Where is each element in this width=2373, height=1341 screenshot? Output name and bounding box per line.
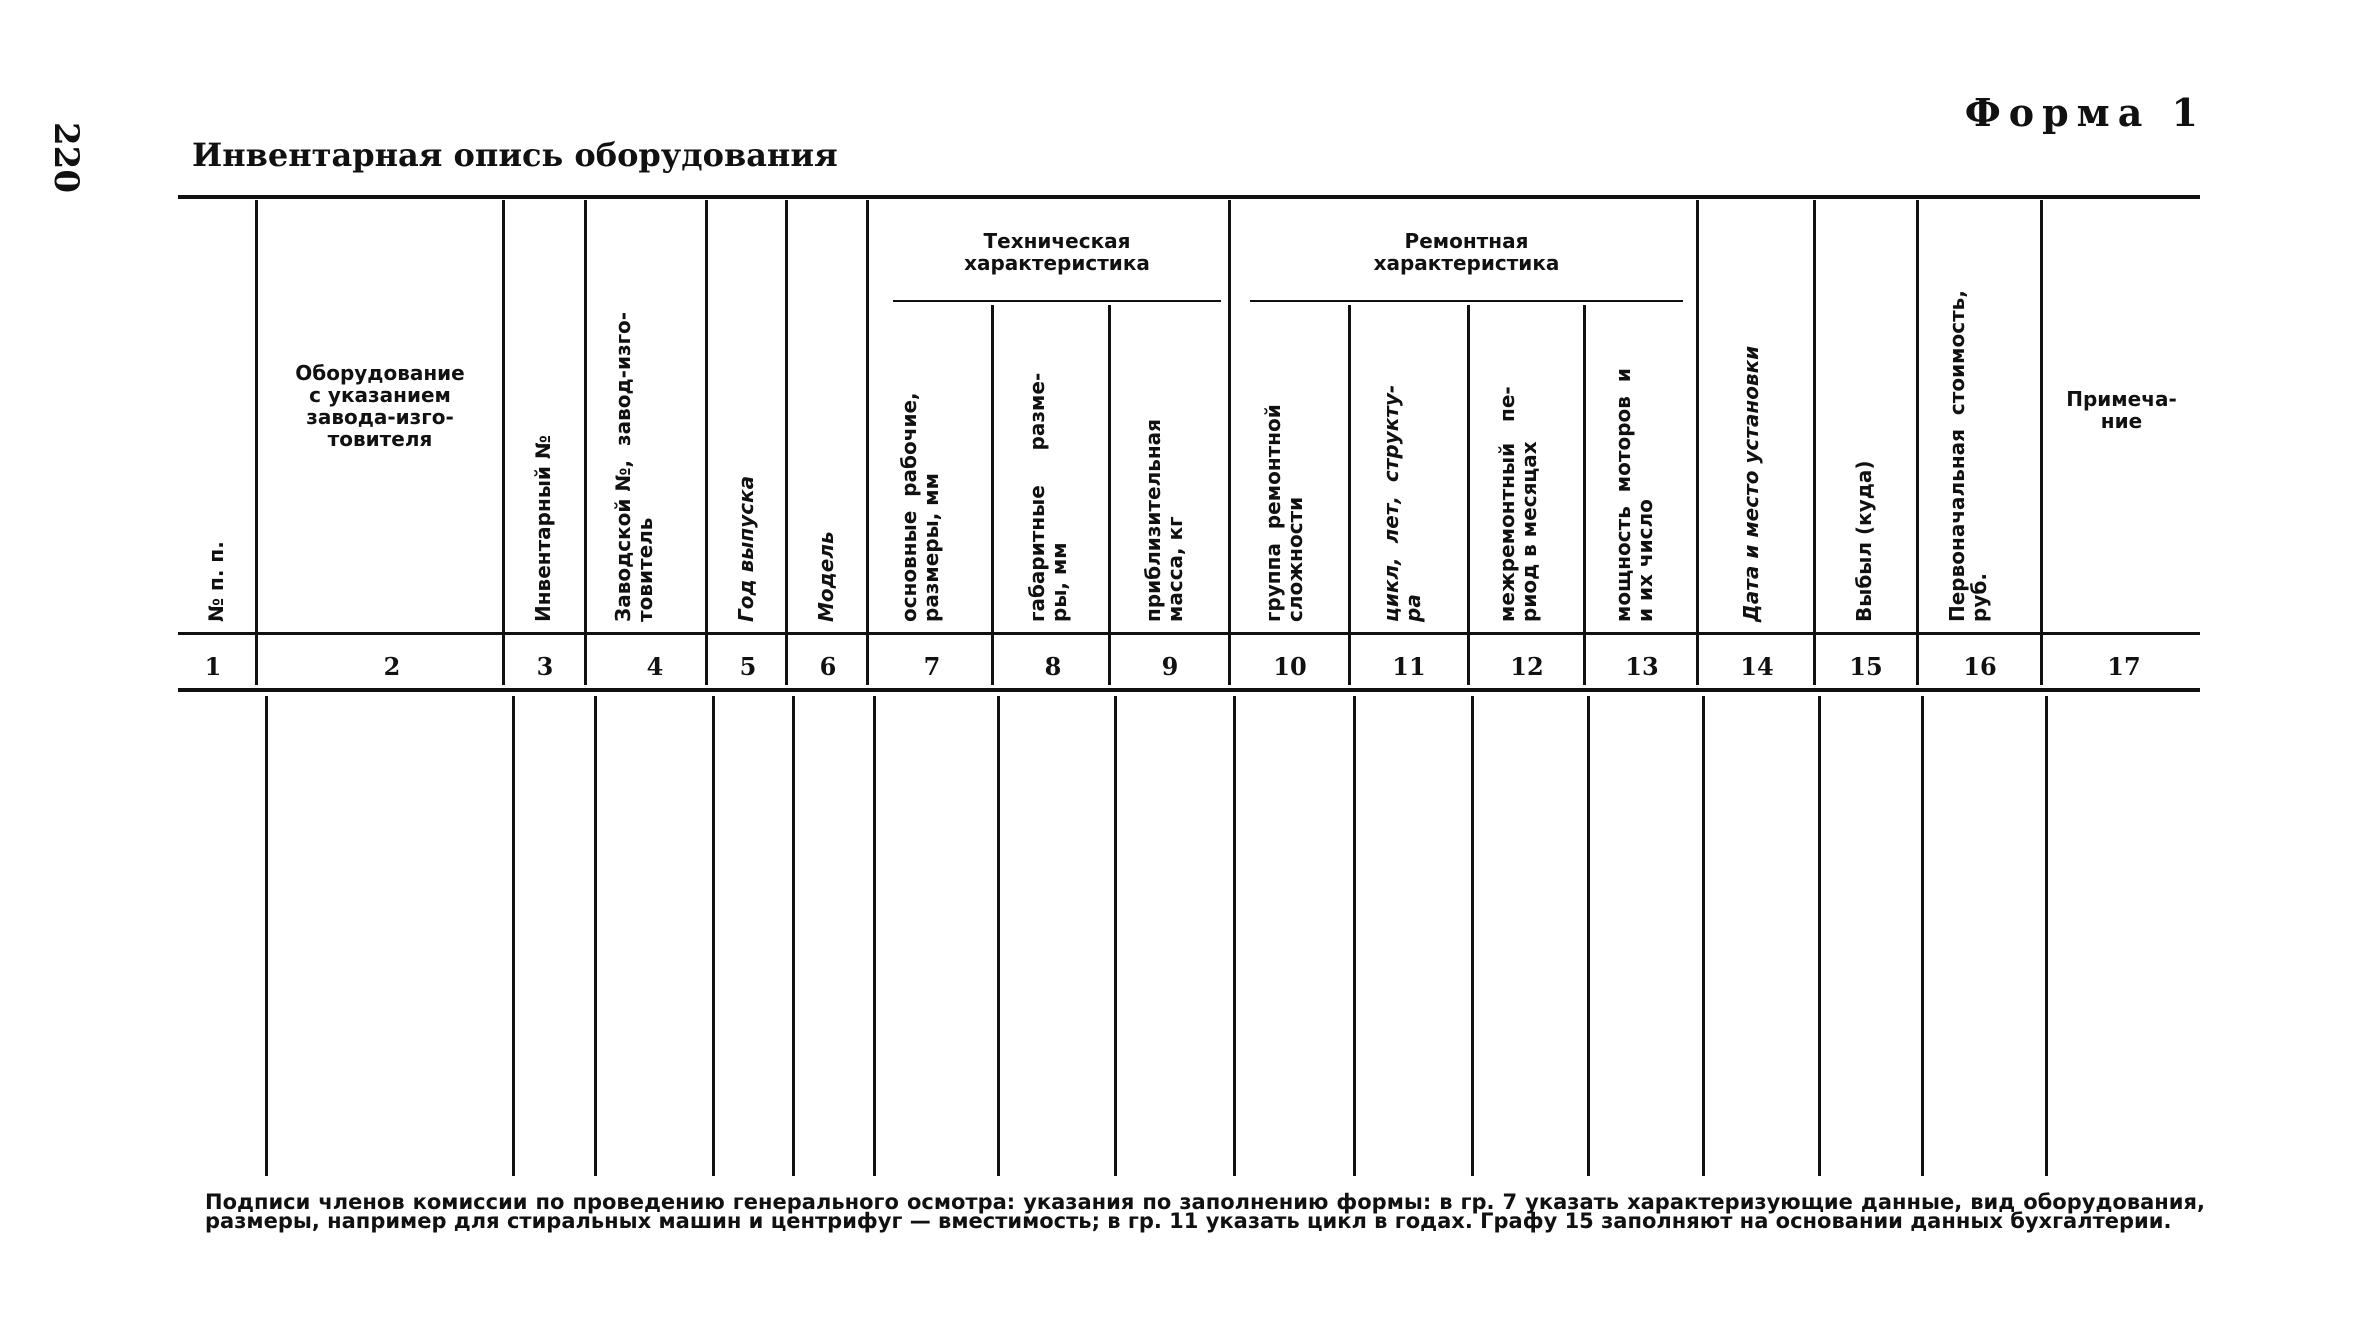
body-divider [792,696,795,1176]
body-divider [1818,696,1821,1176]
group-header-technical: Техническая характеристика [964,229,1150,275]
column-number-11: 11 [1392,652,1426,681]
column-number-4: 4 [646,652,664,681]
column-number-16: 16 [1963,652,1997,681]
column-header-2: Оборудование с указанием завода-изго- товителя [295,361,465,451]
header-divider [1916,200,1919,685]
body-divider [712,696,715,1176]
column-number-1: 1 [204,652,222,681]
column-header-14: Дата и место установки [1739,345,1763,622]
column-number-15: 15 [1849,652,1883,681]
header-bottom-rule [178,632,2200,635]
column-number-13: 13 [1625,652,1659,681]
body-divider [512,696,515,1176]
footnote: Подписи членов комиссии по проведению генерального осмотра: указания по заполнению формы: в гр. 7 указать характеризующие данные, вид оборудования, размеры, например для стиральных машин и центрифуг — вместимость; в гр. 11 указать цикл в годах. Графу 15 заполняют на основании данных бухгалтерии. [205,1190,2205,1233]
header-divider [1467,305,1470,685]
column-header-7: основные рабочие, размеры, мм [897,392,943,622]
column-header-13: мощность моторов и и их число [1611,368,1657,622]
header-divider [1348,305,1351,685]
form-label: Форма 1 [1964,90,2206,135]
body-divider [1233,696,1236,1176]
header-divider [2040,200,2043,685]
column-number-14: 14 [1740,652,1774,681]
body-divider [1587,696,1590,1176]
group-rule-technical [893,300,1221,302]
column-header-5: Год выпуска [734,475,758,622]
body-divider [594,696,597,1176]
header-divider [1228,200,1231,685]
body-divider [1702,696,1705,1176]
header-divider [785,200,788,685]
body-divider [1471,696,1474,1176]
body-divider [1114,696,1117,1176]
table-top-rule [178,195,2200,199]
column-header-11: цикл, лет, структу- ра [1379,384,1425,622]
column-header-8: габаритные разме- ры, мм [1025,372,1071,622]
body-divider [873,696,876,1176]
column-number-12: 12 [1510,652,1544,681]
column-number-6: 6 [819,652,837,681]
column-header-6: Модель [814,531,838,622]
header-divider [1583,305,1586,685]
column-number-2: 2 [383,652,401,681]
body-divider [997,696,1000,1176]
group-rule-repair [1250,300,1683,302]
document-title: Инвентарная опись оборудования [192,136,838,174]
header-divider [584,200,587,685]
column-header-17: Примеча- ние [2066,387,2177,433]
column-header-10: группа ремонтной сложности [1261,404,1307,622]
column-header-9: приблизительная масса, кг [1141,418,1187,622]
column-number-5: 5 [739,652,757,681]
column-header-3: Инвентарный № [531,435,555,622]
column-header-1: № п. п. [204,541,228,622]
body-divider [265,696,268,1176]
body-divider [2045,696,2048,1176]
header-divider [1813,200,1816,685]
header-divider [1696,200,1699,685]
numbers-bottom-rule [178,688,2200,692]
header-divider [1108,305,1111,685]
column-number-7: 7 [923,652,941,681]
header-divider [705,200,708,685]
column-header-12: межремонтный пе- риод в месяцах [1495,386,1541,622]
column-header-15: Выбыл (куда) [1852,460,1876,622]
page-number: 220 [46,122,86,193]
group-header-repair: Ремонтная характеристика [1373,229,1560,275]
header-divider [866,200,869,685]
column-number-17: 17 [2107,652,2141,681]
header-divider [502,200,505,685]
column-number-3: 3 [536,652,554,681]
column-number-9: 9 [1161,652,1179,681]
body-divider [1353,696,1356,1176]
header-divider [991,305,994,685]
body-divider [1921,696,1924,1176]
column-number-8: 8 [1044,652,1062,681]
column-header-4: Заводской №, завод-изго- товитель [611,311,657,622]
column-number-10: 10 [1273,652,1307,681]
column-header-16: Первоначальная стоимость, руб. [1945,290,1991,622]
